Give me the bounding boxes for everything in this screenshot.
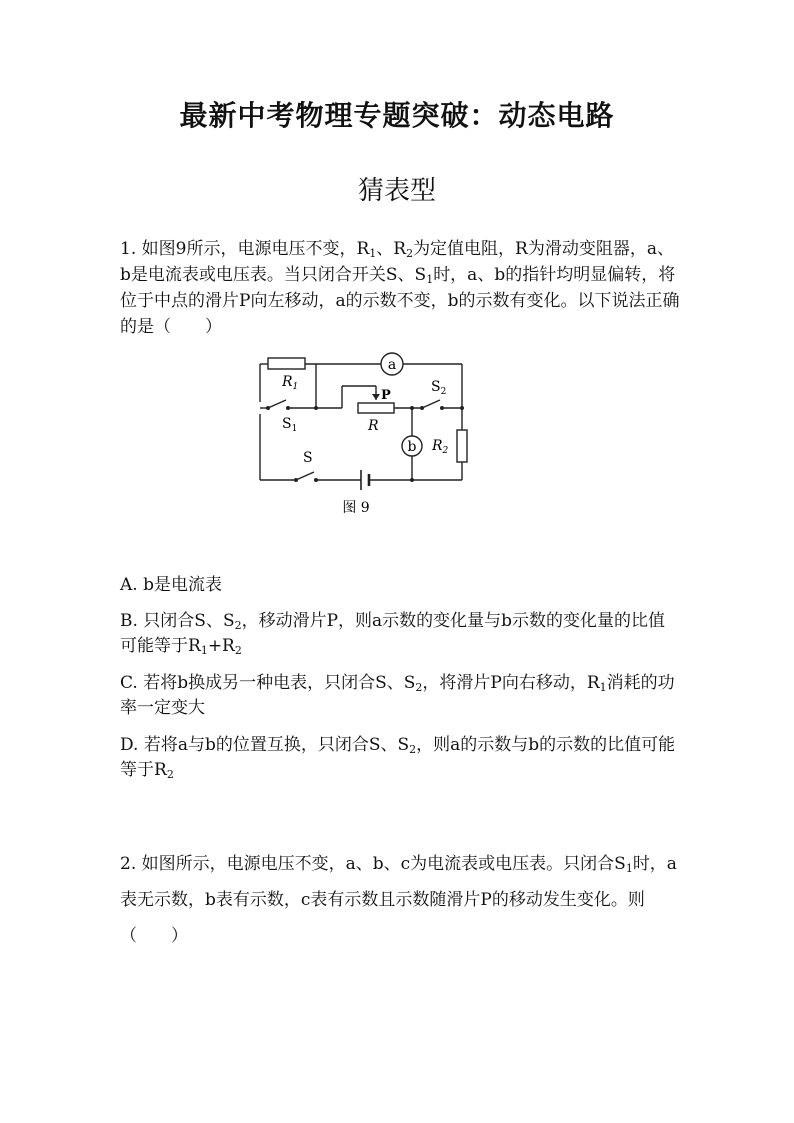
switch-s2	[422, 400, 440, 408]
slide-rheostat-r	[358, 403, 394, 413]
label-s1: $S_1$	[282, 416, 298, 434]
label-p: P	[381, 388, 391, 403]
svg-text:b: b	[407, 439, 417, 455]
label-s: S	[303, 450, 313, 466]
svg-text:a: a	[387, 357, 397, 373]
resistor-r1	[268, 358, 305, 369]
figure-caption: 图 9	[342, 500, 370, 516]
label-r1: $R_1$	[282, 374, 299, 392]
circuit-diagram	[236, 346, 476, 521]
option-b: B. 只闭合S、$S_2$，移动滑片P，则a示数的变化量与b示数的变化量的比值可能等于$R_1+R_2$	[120, 611, 666, 657]
option-c: C. 若将b换成另一种电表，只闭合S、$S_2$，将滑片P向右移动，$R_1$消耗的功率一定变大	[120, 673, 675, 718]
circuit-figure-9	[236, 346, 476, 525]
label-s2: $S_2$	[431, 379, 447, 397]
page-title: 最新中考物理专题突破：动态电路	[179, 99, 615, 132]
option-d: D. 若将a与b的位置互换，只闭合S、$S_2$，则a的示数与b的示数的比值可能等于$R_2$	[120, 735, 676, 781]
question-2-text: 2. 如图所示，电源电压不变，a、b、c为电流表或电压表。只闭合$S_1$时，a表无示数，b表有示数，c表有示数且示数随滑片P的移动发生变化。则（ ）	[120, 854, 677, 946]
option-a: A. b是电流表	[120, 575, 222, 595]
switch-s1	[268, 400, 286, 408]
slider-arrow-icon	[372, 394, 380, 400]
section-subtitle: 猜表型	[357, 176, 436, 206]
question-1-text: 1. 如图9所示，电源电压不变，$R_1$、$R_2$为定值电阻，R为滑动变阻器，a、b是电流表或电压表。当只闭合开关S、$S_1$时，a、b的指针均明显偏转，将位于中点的滑片P向左移动，a的示数不变，b的示数有变化。以下说法正确的是（ ）	[120, 239, 680, 337]
label-r: R	[368, 418, 379, 434]
switch-s	[296, 472, 314, 480]
resistor-r2	[457, 430, 467, 462]
label-r2: $R_2$	[432, 438, 449, 456]
